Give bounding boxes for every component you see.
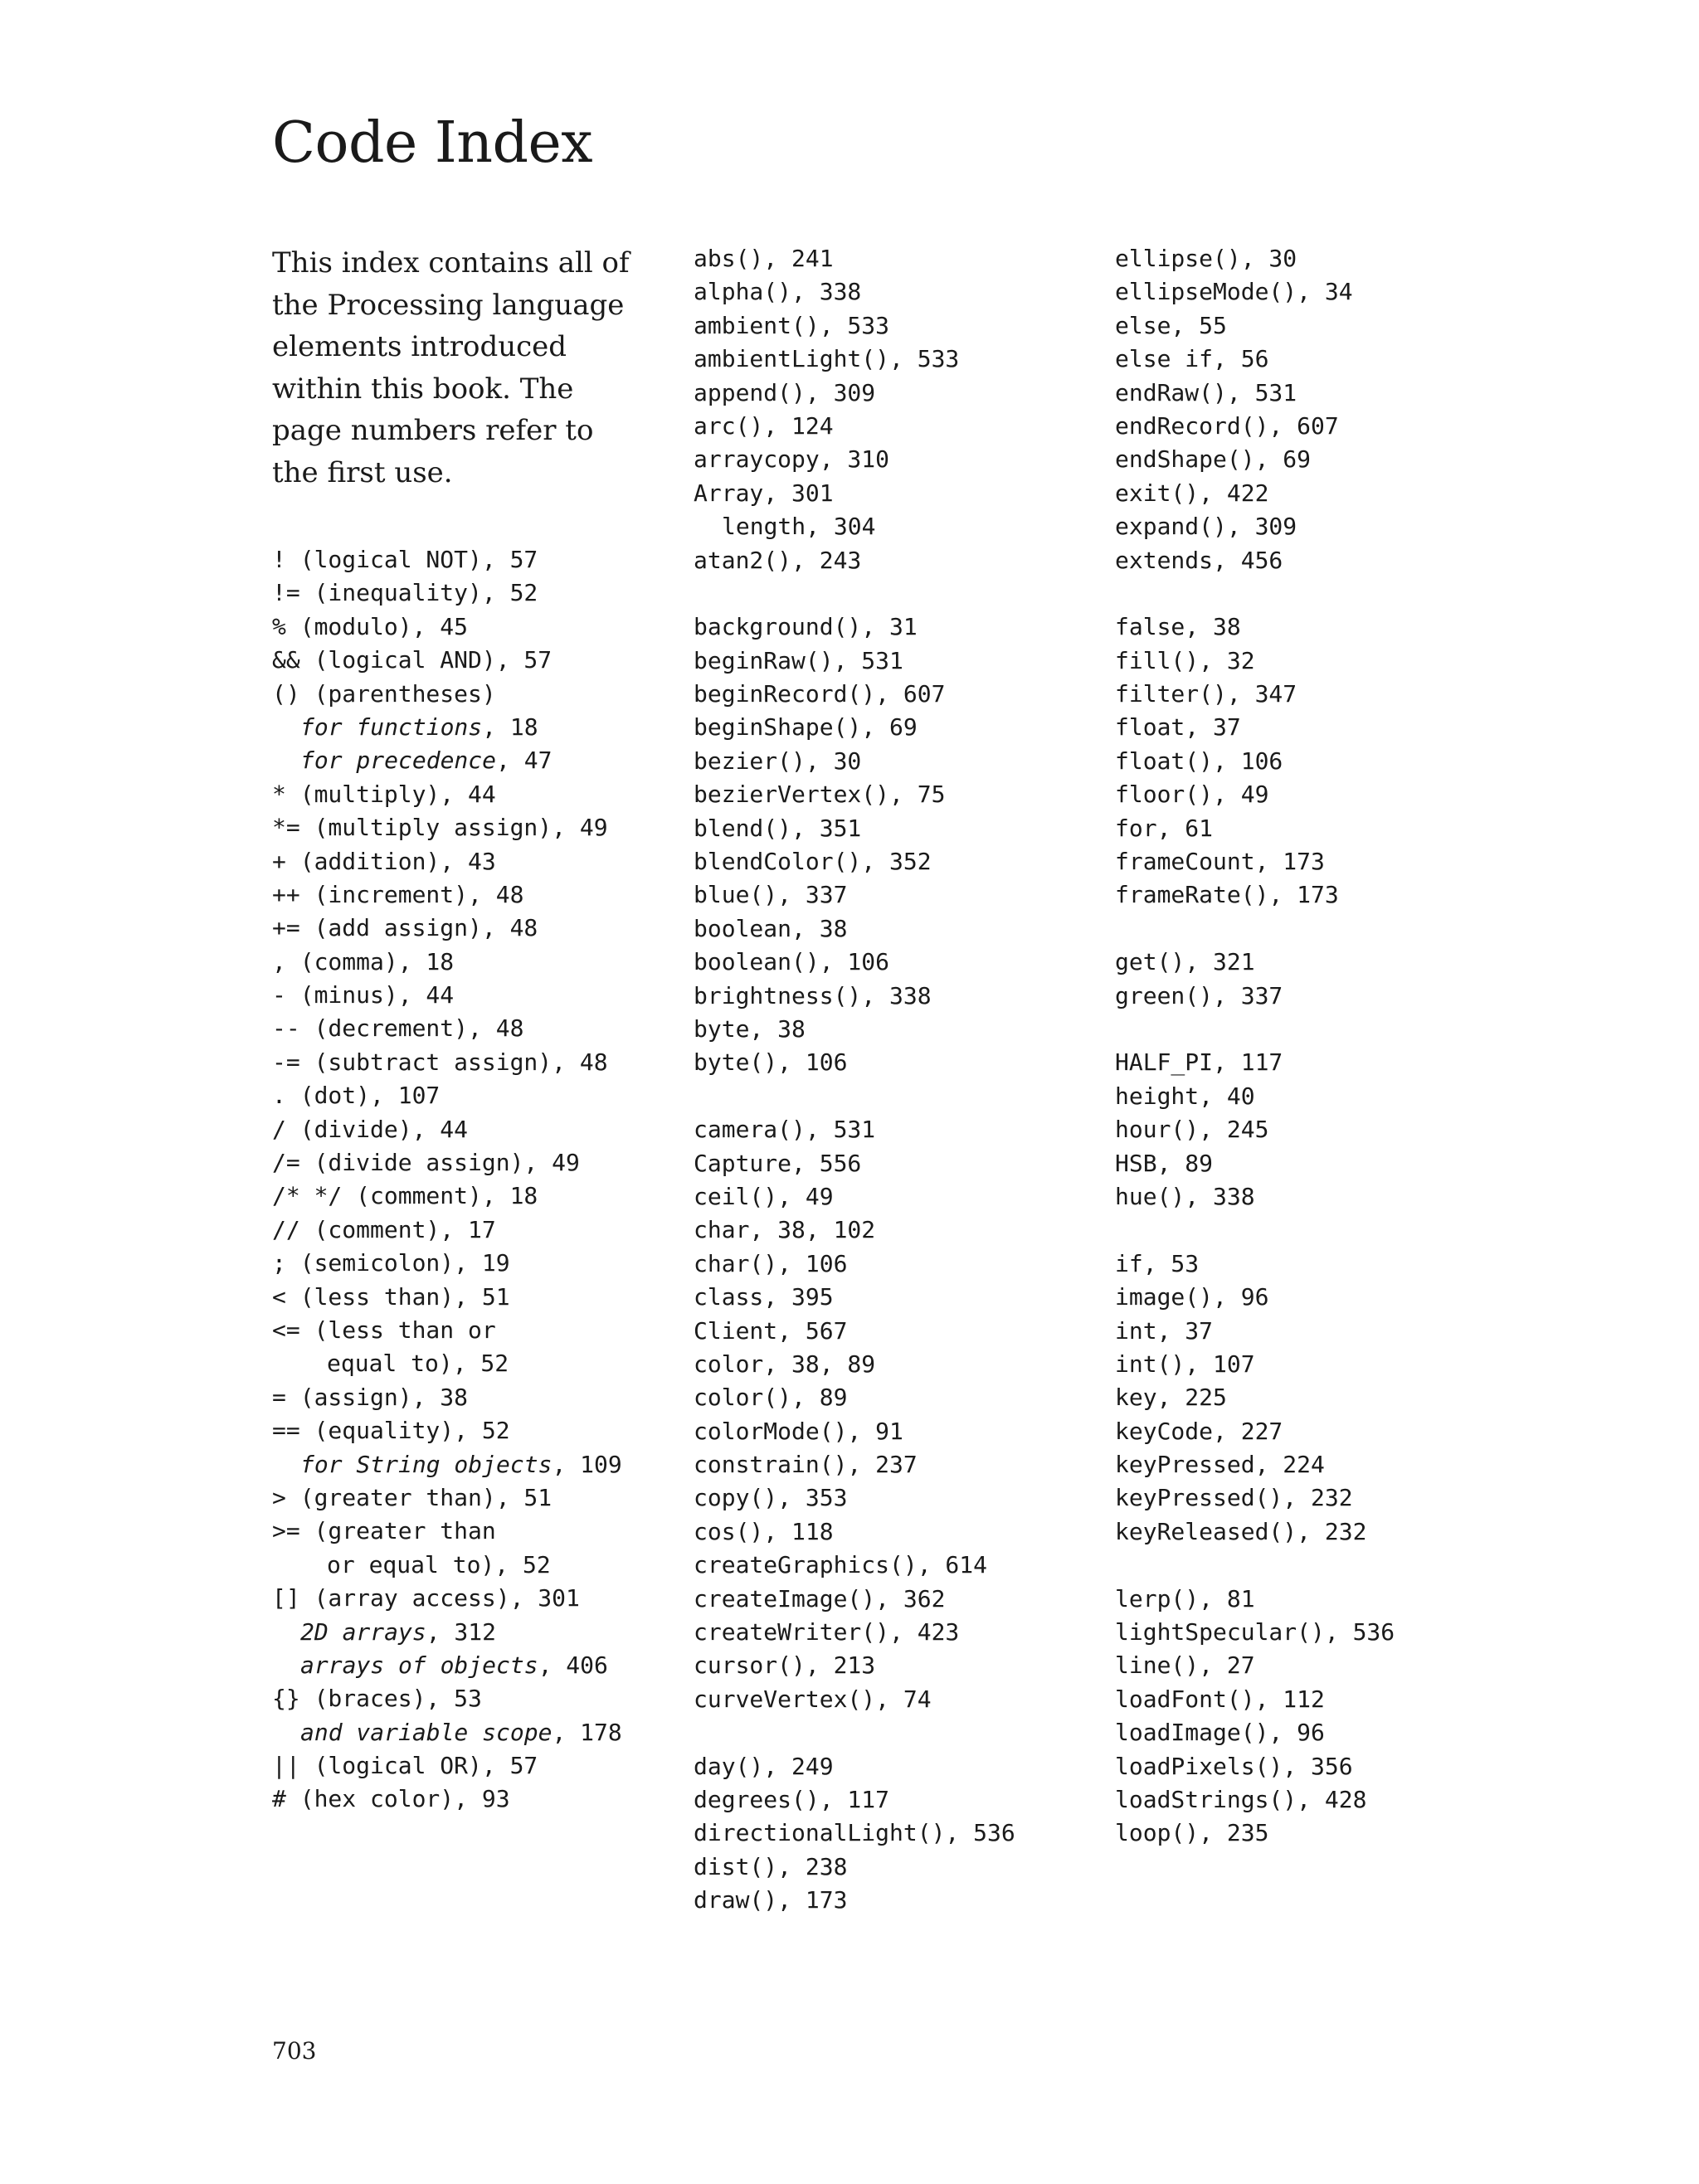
index-entry [694,309,1015,343]
index-entry [272,1281,622,1314]
index-entry [1115,1080,1395,1113]
index-entry [694,1817,1015,1850]
index-entry-text: loop(), 235 [1115,1819,1269,1847]
index-entry-text: else, 55 [1115,311,1227,339]
index-entry [1115,1281,1395,1314]
index-entry [694,510,1015,543]
index-entry-text: char, 38, 102 [694,1216,876,1244]
index-entry [1115,1448,1395,1481]
index-entry-text: keyReleased(), 232 [1115,1517,1367,1545]
index-entry-text: blend(), 351 [694,814,862,842]
index-entry-text: createGraphics(), 614 [694,1551,988,1579]
index-entry-text: == (equality), 52 [272,1417,510,1445]
index-entry-text: int, 37 [1115,1316,1214,1345]
index-entry [1115,1147,1395,1180]
index-entry-text: lightSpecular(), 536 [1115,1618,1395,1647]
index-entry-text: -= (subtract assign), 48 [272,1048,608,1076]
index-entry [272,744,622,777]
index-entry [694,1750,1015,1783]
index-entry-text: arraycopy, 310 [694,445,890,474]
index-entry-text: atan2(), 243 [694,546,862,574]
index-entry-text: height, 40 [1115,1082,1255,1110]
index-entry [1115,1616,1395,1649]
index-entry [694,1348,1015,1381]
index-entry [1115,377,1395,410]
index-entry-text: // (comment), 17 [272,1215,496,1243]
index-entry [694,1315,1015,1348]
index-entry [694,275,1015,309]
index-entry-text: equal to), 52 [327,1350,509,1378]
index-entry-text: boolean(), 106 [694,948,890,976]
index-entry [272,610,622,644]
index-entry-text: for String objects [300,1450,553,1478]
index-entry [694,1884,1015,1917]
index-entry-text: blue(), 337 [694,881,848,909]
index-entry-text: beginRecord(), 607 [694,680,946,708]
index-entry-text: /* */ (comment), 18 [272,1182,538,1210]
index-entry [694,1481,1015,1515]
index-column-3 [1115,242,1395,1851]
index-entry-text: ellipse(), 30 [1115,245,1297,272]
index-entry-text: and variable scope [300,1718,553,1746]
index-entry [1115,644,1395,678]
index-entry-text: /= (divide assign), 49 [272,1149,580,1177]
index-entry [694,711,1015,744]
index-entry [694,678,1015,711]
index-entry-text: keyCode, 227 [1115,1417,1283,1445]
index-entry [694,912,1015,946]
index-entry [694,377,1015,410]
index-entry-text: day(), 249 [694,1752,834,1780]
index-entry [1115,845,1395,878]
index-entry-text: = (assign), 38 [272,1383,469,1411]
index-entry-text: Capture, 556 [694,1149,862,1177]
index-entry-text: alpha(), 338 [694,278,862,306]
index-entry [1115,778,1395,811]
index-entry [694,1515,1015,1549]
index-entry-text: keyPressed(), 232 [1115,1484,1353,1512]
index-entry-text: hue(), 338 [1115,1182,1255,1210]
index-entry-text: append(), 309 [694,378,876,406]
index-entry [1115,1683,1395,1716]
index-entry [694,1851,1015,1884]
index-entry [694,1248,1015,1281]
index-entry-text: % (modulo), 45 [272,612,469,640]
index-entry-text: / (divide), 44 [272,1115,469,1143]
index-entry [1115,1783,1395,1817]
index-entry [1115,1716,1395,1749]
index-entry-text: HSB, 89 [1115,1149,1214,1177]
index-entry-text: color(), 89 [694,1384,848,1412]
index-entry [694,1046,1015,1079]
index-entry-text: float, 37 [1115,713,1241,742]
index-entry-text: , (comma), 18 [272,947,455,975]
index-entry-text: frameRate(), 173 [1115,881,1339,909]
index-entry [694,343,1015,376]
index-entry [272,1113,622,1146]
index-entry-text: directionalLight(), 536 [694,1819,1015,1847]
index-entry-text: key, 225 [1115,1384,1227,1412]
index-entry-text: dist(), 238 [694,1852,848,1880]
index-entry-text: get(), 321 [1115,948,1255,976]
index-entry [694,477,1015,510]
index-entry-text: green(), 337 [1115,981,1283,1009]
index-entry-text: brightness(), 338 [694,981,932,1009]
index-entry [694,946,1015,979]
index-entry-text: blendColor(), 352 [694,848,932,876]
index-entry-text: loadStrings(), 428 [1115,1785,1367,1813]
index-entry [1115,242,1395,275]
index-entry [694,1147,1015,1180]
index-entry-text: 2D arrays [300,1617,426,1646]
index-entry-text: beginShape(), 69 [694,713,918,742]
index-entry [1115,1348,1395,1381]
index-entry-text: camera(), 531 [694,1116,876,1144]
index-entry-page: , 312 [426,1617,497,1646]
index-entry-text: cos(), 118 [694,1517,834,1545]
index-entry [694,1381,1015,1414]
index-entry-text: -- (decrement), 48 [272,1014,524,1043]
index-entry-text: char(), 106 [694,1249,848,1277]
index-entry-text: for, 61 [1115,814,1214,842]
index-entry-text: . (dot), 107 [272,1082,441,1110]
index-entry [272,1247,622,1280]
index-entry [272,1314,622,1347]
index-entry-text: arc(), 124 [694,411,834,440]
index-entry-text: loadPixels(), 356 [1115,1752,1353,1780]
index-entry-text: else if, 56 [1115,345,1269,373]
intro-paragraph: This index contains all of the Processing language elements introduced within this book. The page numbers refer to the first use. [272,246,630,489]
index-entry-text: * (multiply), 44 [272,780,496,808]
index-entry-text: color, 38, 89 [694,1350,876,1378]
index-entry-text: for functions [300,713,483,741]
index-entry-text: fill(), 32 [1115,646,1255,674]
index-entry [1115,1248,1395,1281]
index-entry [694,242,1015,275]
index-column-2 [694,242,1015,1918]
index-entry [272,1582,622,1615]
index-entry [694,980,1015,1013]
index-entry [1115,1481,1395,1515]
index-entry-text: frameCount, 173 [1115,848,1325,876]
index-entry [272,678,622,711]
index-entry-text: *= (multiply assign), 49 [272,814,608,842]
index-entry [1115,410,1395,443]
index-entry [694,1013,1015,1046]
page-number: 703 [272,2037,317,2065]
index-entry [694,812,1015,845]
index-entry-text: ++ (increment), 48 [272,880,524,908]
index-entry [272,979,622,1012]
index-entry [272,1046,622,1079]
index-entry [694,878,1015,912]
index-column-1 [272,543,622,1817]
index-entry-text: Array, 301 [694,479,834,507]
index-entry [1115,309,1395,343]
index-entry-text: Client, 567 [694,1316,848,1345]
index-entry [272,644,622,677]
index-entry-text: if, 53 [1115,1249,1200,1277]
index-entry-text: {} (braces), 53 [272,1685,482,1713]
index-entry-text: < (less than), 51 [272,1282,510,1311]
index-entry [272,1347,622,1380]
index-entry [694,1583,1015,1616]
index-entry [272,1012,622,1045]
index-entry [1115,343,1395,376]
index-entry [1115,1515,1395,1549]
index-entry [694,1113,1015,1146]
index-entry-text: cursor(), 213 [694,1651,876,1680]
index-entry-text: int(), 107 [1115,1350,1255,1378]
index-entry [694,1616,1015,1649]
index-entry-text: draw(), 173 [694,1886,848,1914]
index-entry [272,1749,622,1783]
index-entry-text: || (logical OR), 57 [272,1752,538,1780]
index-entry [272,1214,622,1247]
index-entry [272,845,622,878]
index-entry-text: abs(), 241 [694,245,834,272]
index-entry [272,1682,622,1715]
index-entry [272,912,622,945]
index-entry-text: # (hex color), 93 [272,1785,510,1813]
index-entry-text: bezier(), 30 [694,747,862,775]
index-entry-text: - (minus), 44 [272,981,455,1009]
index-entry [1115,1649,1395,1682]
index-entry [694,1683,1015,1716]
index-entry-text: += (add assign), 48 [272,914,538,942]
index-entry [694,778,1015,811]
index-entry [272,1414,622,1447]
index-entry [1115,1180,1395,1214]
index-entry-text: createImage(), 362 [694,1584,946,1612]
index-entry-page: , 109 [552,1450,622,1478]
index-entry [1115,745,1395,778]
index-entry [272,1381,622,1414]
index-entry [272,778,622,811]
index-entry-text: != (inequality), 52 [272,579,538,607]
index-entry [1115,1113,1395,1146]
index-entry-text: ceil(), 49 [694,1182,834,1210]
index-entry [272,811,622,844]
index-entry-page: , 406 [538,1651,608,1679]
index-entry-text: false, 38 [1115,613,1241,641]
index-entry [694,644,1015,678]
index-entry [694,610,1015,644]
index-entry [694,845,1015,878]
index-entry-text: endRecord(), 607 [1115,411,1339,440]
index-entry-text: createWriter(), 423 [694,1618,960,1647]
index-entry [1115,443,1395,476]
index-entry [1115,1415,1395,1448]
index-entry-text: class, 395 [694,1283,834,1311]
index-entry [694,745,1015,778]
index-entry-text: loadFont(), 112 [1115,1685,1325,1713]
index-entry-text: ; (semicolon), 19 [272,1249,510,1277]
index-entry-text: curveVertex(), 74 [694,1685,932,1713]
index-entry [272,1481,622,1515]
index-entry-text: length, 304 [722,513,876,541]
index-entry-text: extends, 456 [1115,546,1283,574]
index-entry-text: expand(), 309 [1115,513,1297,541]
index-entry [272,1716,622,1749]
index-entry-text: byte(), 106 [694,1048,848,1077]
index-entry [1115,477,1395,510]
index-entry [694,544,1015,577]
index-entry-text: loadImage(), 96 [1115,1719,1325,1747]
index-entry [1115,878,1395,912]
index-entry [1115,510,1395,543]
index-entry [272,946,622,979]
index-entry [694,1783,1015,1817]
index-entry-text: background(), 31 [694,613,918,641]
index-entry-text: boolean, 38 [694,914,848,942]
index-entry [1115,1315,1395,1348]
index-entry-text: bezierVertex(), 75 [694,781,946,809]
index-entry [272,576,622,610]
index-entry-text: ! (logical NOT), 57 [272,546,538,573]
index-entry [272,1180,622,1213]
index-entry-text: keyPressed, 224 [1115,1451,1325,1479]
index-entry [272,1616,622,1649]
index-entry [1115,1750,1395,1783]
index-entry [1115,946,1395,979]
index-entry [694,1281,1015,1314]
index-entry [1115,1046,1395,1079]
index-entry-text: && (logical AND), 57 [272,646,553,674]
index-entry-page: , 47 [496,747,553,775]
index-entry-page: , 18 [482,713,538,741]
index-entry [272,1549,622,1582]
index-entry [1115,980,1395,1013]
index-entry-text: degrees(), 117 [694,1785,890,1813]
index-entry [1115,678,1395,711]
index-entry-text: copy(), 353 [694,1484,848,1512]
index-entry [272,1783,622,1816]
index-entry [694,1649,1015,1682]
index-entry [272,1079,622,1112]
index-entry [1115,812,1395,845]
index-entry-text: for precedence [300,747,497,775]
index-entry-text: ellipseMode(), 34 [1115,278,1353,306]
index-entry [272,543,622,576]
index-entry-text: + (addition), 43 [272,847,496,875]
index-entry-text: ambient(), 533 [694,311,890,339]
index-entry-text: or equal to), 52 [327,1550,551,1578]
index-entry [694,1180,1015,1214]
index-entry-text: () (parentheses) [272,679,496,708]
index-entry-text: filter(), 347 [1115,680,1297,708]
index-entry [272,878,622,912]
index-entry [694,1415,1015,1448]
index-entry [272,711,622,744]
index-entry [1115,1583,1395,1616]
index-entry [694,1549,1015,1582]
index-entry-page: , 178 [552,1718,622,1746]
index-entry [1115,544,1395,577]
index-entry-text: ambientLight(), 533 [694,345,960,373]
index-entry [272,1515,622,1548]
index-entry [1115,275,1395,309]
index-entry-text: endRaw(), 531 [1115,378,1297,406]
index-entry [1115,610,1395,644]
index-entry-text: [] (array access), 301 [272,1584,580,1612]
index-entry [694,1214,1015,1247]
index-entry-text: > (greater than), 51 [272,1483,553,1511]
index-entry-text: beginRaw(), 531 [694,646,903,674]
index-entry-text: HALF_PI, 117 [1115,1048,1283,1077]
index-entry [694,1448,1015,1481]
index-entry-text: constrain(), 237 [694,1451,918,1479]
index-entry-text: arrays of objects [300,1651,538,1679]
index-entry-text: image(), 96 [1115,1283,1269,1311]
index-entry [694,410,1015,443]
index-entry [1115,1381,1395,1414]
index-entry [694,443,1015,476]
index-entry-text: endShape(), 69 [1115,445,1312,474]
index-entry [272,1448,622,1481]
index-entry [272,1146,622,1180]
index-entry [272,1649,622,1682]
index-entry-text: float(), 106 [1115,747,1283,775]
index-entry-text: floor(), 49 [1115,781,1269,809]
index-entry-text: exit(), 422 [1115,479,1269,507]
index-entry-text: line(), 27 [1115,1651,1255,1680]
index-entry-text: lerp(), 81 [1115,1584,1255,1612]
index-entry-text: >= (greater than [272,1517,496,1545]
index-entry-text: hour(), 245 [1115,1116,1269,1144]
index-entry-text: byte, 38 [694,1014,806,1043]
index-entry-text: <= (less than or [272,1316,496,1344]
index-entry [1115,711,1395,744]
index-entry-text: colorMode(), 91 [694,1417,903,1445]
index-entry [1115,1817,1395,1850]
page-title: Code Index [272,110,593,176]
